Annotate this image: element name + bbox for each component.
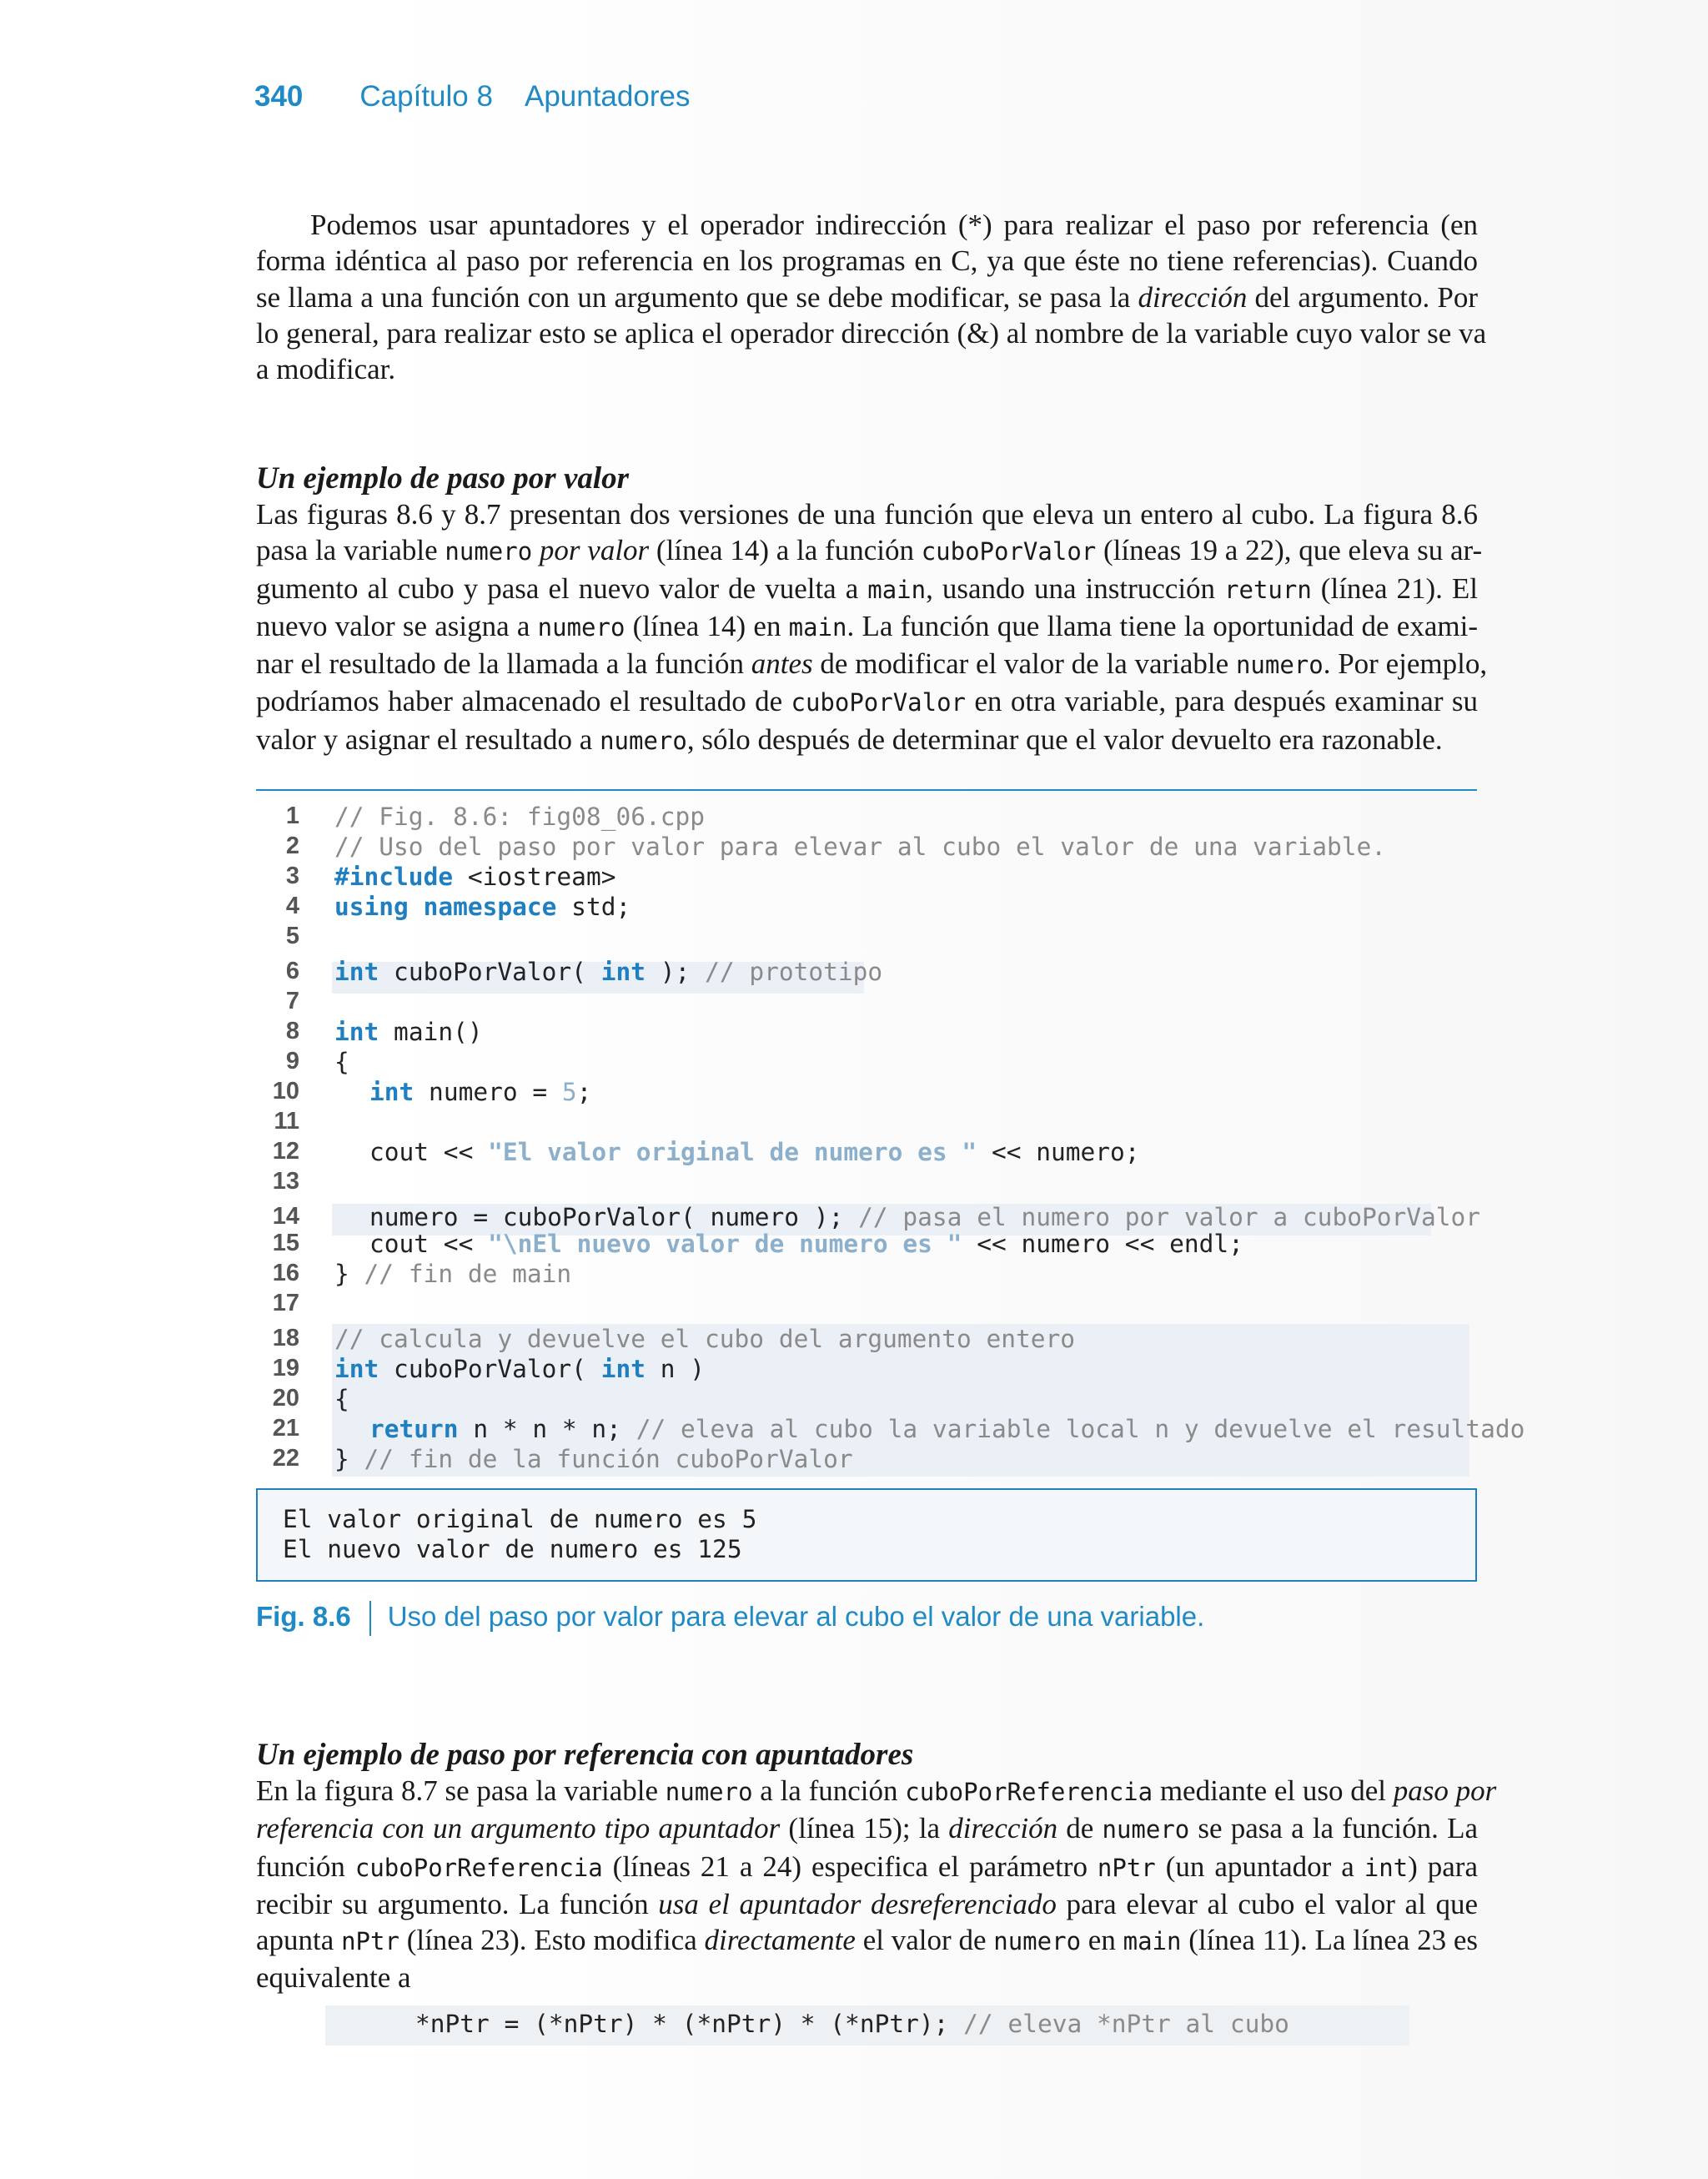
text-line: podríamos haber almacenado el resultado de cuboPorValor en otra variable, para después examinar su [256,685,1478,718]
page-number: 340 [254,80,304,113]
intro-paragraph [256,207,1487,387]
text-line: pasa la variable numero por valor (línea 14) a la función cuboPorValor (líneas 19 a 22), que eleva su ar- [256,534,1483,567]
text-line: función cuboPorReferencia (líneas 21 a 24) especifica el parámetro nPtr (un apuntador a int) para [256,1849,1478,1883]
text-line: gumento al cubo y pasa el nuevo valor de vuelta a main, usando una instrucción return (línea 21). El [256,571,1478,605]
caption-text: Uso del paso por valor para elevar al cubo el valor de una variable. [387,1601,1205,1632]
text-line: recibir su argumento. La función usa el apuntador desreferenciado para elevar al cubo el valor al que [256,1887,1478,1920]
text-line: nar el resultado de la llamada a la función antes de modificar el valor de la variable numero. Por ejemplo, [256,647,1488,681]
text-line: valor y asignar el resultado a numero, sólo después de determinar que el valor devuelto era razonable. [256,722,1443,756]
section-paragraph [256,496,1488,759]
chapter-label: Capítulo 8 [359,80,493,113]
text-line: se llama a una función con un argumento que se debe modificar, se pasa la dirección del argumento. Por [256,280,1478,314]
text-line: nuevo valor se asigna a numero (línea 14) en main. La función que llama tiene la oportunidad de exami- [256,609,1478,642]
program-output [256,1488,1477,1582]
text-line: a modificar. [256,353,396,386]
figure-label: Fig. 8.6 [256,1601,351,1632]
section-paragraph [256,1773,1497,1996]
figure-top-rule [256,789,1477,791]
text-line: lo general, para realizar esto se aplica el operador dirección (&) al nombre de la variable cuyo valor se va [256,316,1487,350]
text-line: En la figura 8.7 se pasa la variable numero a la función cuboPorReferencia mediante el uso del paso por [256,1774,1497,1807]
text-line: apunta nPtr (línea 23). Esto modifica directamente el valor de numero en main (línea 11). La línea 23 es [256,1924,1478,1957]
chapter-title: Apuntadores [524,80,691,113]
output-line: El nuevo valor de numero es 125 [283,1535,742,1563]
output-line: El valor original de numero es 5 [283,1505,757,1533]
text-line: referencia con un argumento tipo apuntador (línea 15); la dirección de numero se pasa a la función. La [256,1812,1478,1845]
text-line: Las figuras 8.6 y 8.7 presentan dos versiones de una función que eleva un entero al cubo. La figura 8.6 [256,498,1478,531]
caption-divider [369,1601,371,1636]
running-header [254,80,690,113]
figure-caption [256,1601,1204,1636]
text-line: Podemos usar apuntadores y el operador indirección (*) para realizar el paso por referencia (en [310,209,1478,241]
section-heading: Un ejemplo de paso por referencia con apuntadores [256,1738,914,1772]
text-line: forma idéntica al paso por referencia en los programas en C, ya que éste no tiene referencias). Cuando [256,244,1478,278]
code-snippet: *nPtr = (*nPtr) * (*nPtr) * (*nPtr); // eleva *nPtr al cubo [415,2010,1289,2038]
text-line: equivalente a [256,1961,411,1995]
section-heading: Un ejemplo de paso por valor [256,461,630,496]
